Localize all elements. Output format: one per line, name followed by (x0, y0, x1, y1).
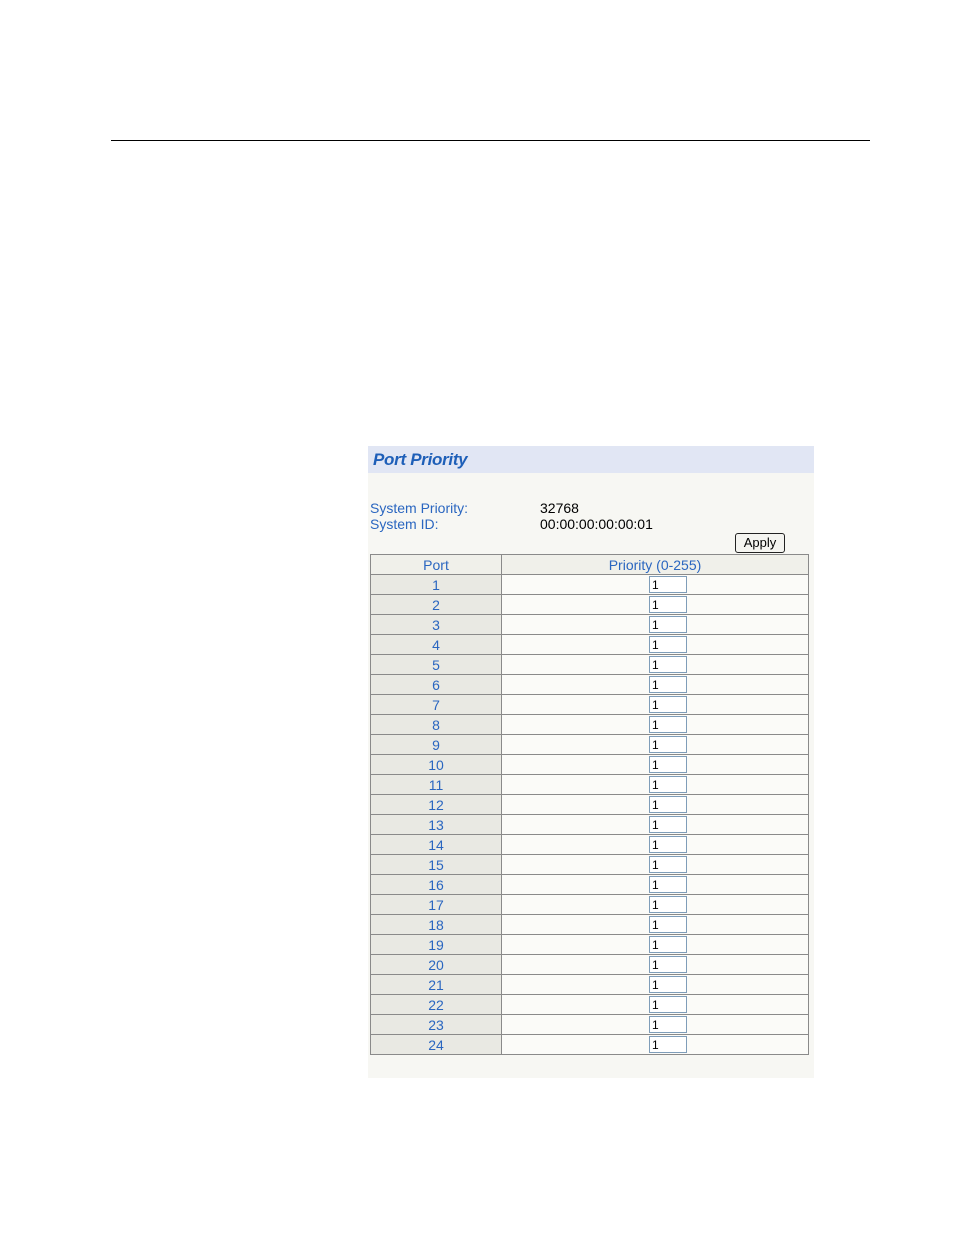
table-row (371, 715, 809, 735)
table-row (371, 755, 809, 775)
priority-input[interactable] (649, 856, 687, 873)
priority-input[interactable] (649, 716, 687, 733)
priority-input[interactable] (649, 956, 687, 973)
priority-cell (502, 875, 809, 895)
table-row (371, 775, 809, 795)
priority-input[interactable] (649, 676, 687, 693)
port-number-link[interactable]: 23 (371, 1015, 502, 1035)
priority-cell (502, 655, 809, 675)
priority-cell (502, 935, 809, 955)
port-number-link[interactable]: 12 (371, 795, 502, 815)
priority-cell (502, 835, 809, 855)
port-number-link[interactable]: 15 (371, 855, 502, 875)
system-id-label: System ID: (370, 516, 439, 532)
priority-cell (502, 915, 809, 935)
port-number-link[interactable]: 19 (371, 935, 502, 955)
priority-input[interactable] (649, 1016, 687, 1033)
priority-input[interactable] (649, 636, 687, 653)
port-number-link[interactable]: 20 (371, 955, 502, 975)
port-number-link[interactable]: 6 (371, 675, 502, 695)
page-header-rule (111, 140, 870, 141)
priority-input[interactable] (649, 896, 687, 913)
priority-cell (502, 735, 809, 755)
priority-input[interactable] (649, 596, 687, 613)
priority-input[interactable] (649, 836, 687, 853)
port-number-link[interactable]: 22 (371, 995, 502, 1015)
priority-cell (502, 1035, 809, 1055)
port-number-link[interactable]: 16 (371, 875, 502, 895)
table-row (371, 975, 809, 995)
priority-cell (502, 855, 809, 875)
port-number-link[interactable]: 5 (371, 655, 502, 675)
port-priority-panel (368, 446, 814, 1078)
priority-cell (502, 775, 809, 795)
priority-input[interactable] (649, 656, 687, 673)
table-row (371, 875, 809, 895)
priority-cell (502, 635, 809, 655)
system-id-value: 00:00:00:00:00:01 (540, 516, 653, 532)
table-row (371, 575, 809, 595)
priority-cell (502, 615, 809, 635)
table-row (371, 915, 809, 935)
port-number-link[interactable]: 2 (371, 595, 502, 615)
priority-cell (502, 715, 809, 735)
priority-cell (502, 795, 809, 815)
table-row (371, 675, 809, 695)
priority-input[interactable] (649, 616, 687, 633)
priority-cell (502, 895, 809, 915)
port-number-link[interactable]: 14 (371, 835, 502, 855)
priority-cell (502, 815, 809, 835)
table-row (371, 695, 809, 715)
priority-cell (502, 675, 809, 695)
system-priority-value: 32768 (540, 500, 579, 516)
port-number-link[interactable]: 10 (371, 755, 502, 775)
priority-input[interactable] (649, 576, 687, 593)
priority-cell (502, 575, 809, 595)
table-row (371, 655, 809, 675)
table-body (371, 575, 809, 1055)
priority-cell (502, 1015, 809, 1035)
priority-cell (502, 975, 809, 995)
apply-button[interactable]: Apply (735, 533, 785, 553)
table-row (371, 995, 809, 1015)
port-number-link[interactable]: 11 (371, 775, 502, 795)
priority-input[interactable] (649, 796, 687, 813)
port-number-link[interactable]: 17 (371, 895, 502, 915)
column-header-port: Port (371, 555, 502, 575)
port-number-link[interactable]: 21 (371, 975, 502, 995)
table-row (371, 815, 809, 835)
priority-input[interactable] (649, 936, 687, 953)
table-row (371, 835, 809, 855)
panel-title: Port Priority (373, 450, 468, 469)
priority-input[interactable] (649, 756, 687, 773)
table-row (371, 615, 809, 635)
priority-input[interactable] (649, 876, 687, 893)
port-number-link[interactable]: 8 (371, 715, 502, 735)
priority-cell (502, 955, 809, 975)
table-row (371, 1035, 809, 1055)
table-row (371, 595, 809, 615)
column-header-priority: Priority (0-255) (502, 555, 809, 575)
port-priority-table (370, 554, 809, 1055)
port-number-link[interactable]: 7 (371, 695, 502, 715)
table-row (371, 635, 809, 655)
priority-cell (502, 755, 809, 775)
priority-input[interactable] (649, 996, 687, 1013)
table-row (371, 955, 809, 975)
port-number-link[interactable]: 3 (371, 615, 502, 635)
port-number-link[interactable]: 13 (371, 815, 502, 835)
port-number-link[interactable]: 4 (371, 635, 502, 655)
priority-cell (502, 595, 809, 615)
priority-input[interactable] (649, 1036, 687, 1053)
table-row (371, 1015, 809, 1035)
port-number-link[interactable]: 1 (371, 575, 502, 595)
port-number-link[interactable]: 9 (371, 735, 502, 755)
panel-header (368, 446, 814, 473)
table-row (371, 735, 809, 755)
priority-cell (502, 995, 809, 1015)
priority-input[interactable] (649, 776, 687, 793)
priority-input[interactable] (649, 816, 687, 833)
table-row (371, 795, 809, 815)
table-row (371, 935, 809, 955)
table-row (371, 895, 809, 915)
system-priority-label: System Priority: (370, 500, 469, 516)
priority-input[interactable] (649, 696, 687, 713)
priority-input[interactable] (649, 976, 687, 993)
port-number-link[interactable]: 24 (371, 1035, 502, 1055)
table-row (371, 855, 809, 875)
table-header-row (371, 555, 809, 575)
priority-input[interactable] (649, 736, 687, 753)
port-number-link[interactable]: 18 (371, 915, 502, 935)
priority-cell (502, 695, 809, 715)
priority-input[interactable] (649, 916, 687, 933)
